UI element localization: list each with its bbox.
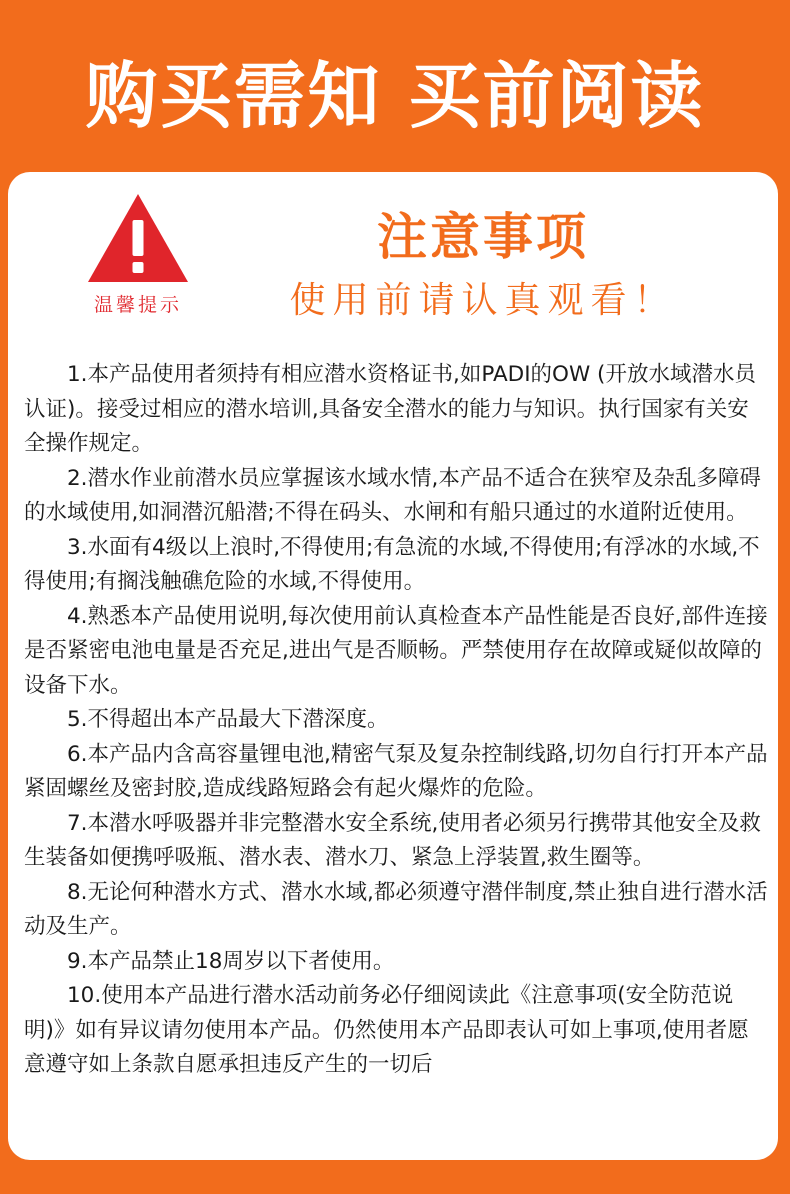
warning-label: 温馨提示 bbox=[93, 294, 182, 316]
notice-item: 3.水面有4级以上浪时,不得使用;有急流的水域,不得使用;有浮冰的水域,不得使用;有搁浅触礁危险的水域,不得使用。 bbox=[24, 534, 760, 594]
notice-item: 2.潜水作业前潜水员应掌握该水域水情,本产品不适合在狭窄及杂乱多障碍的水域使用,如洞潜沉船潜;不得在码头、水闸和有船只通过的水道附近使用。 bbox=[24, 465, 761, 525]
warning-badge bbox=[78, 192, 198, 317]
warning-triangle-icon bbox=[86, 192, 190, 284]
notice-item: 1.本产品使用者须持有相应潜水资格证书,如PADI的OW (开放水域潜水员认证)。接受过相应的潜水培训,具备安全潜水的能力与知识。执行国家有关安全操作规定。 bbox=[24, 362, 756, 456]
notice-title: 注意事项 bbox=[377, 208, 589, 266]
notice-subtitle: 使用前请认真观看！ bbox=[289, 280, 677, 321]
banner-title: 购买需知 买前阅读 bbox=[85, 54, 705, 138]
notice-item: 10.使用本产品进行潜水活动前务必仔细阅读此《注意事项(安全防范说明)》如有异议请勿使用本产品。仍然使用本产品即表认可如上事项,使用者愿意遵守如上条款自愿承担违反产生的一切后 bbox=[24, 983, 749, 1077]
notice-item: 8.无论何种潜水方式、潜水水域,都必须遵守潜伴制度,禁止独自进行潜水活动及生产。 bbox=[24, 879, 768, 939]
notice-card bbox=[8, 172, 778, 1160]
notice-item: 5.不得超出本产品最大下潜深度。 bbox=[67, 707, 389, 732]
notice-list bbox=[24, 358, 770, 1083]
notice-item: 9.本产品禁止18周岁以下者使用。 bbox=[67, 948, 395, 974]
notice-item: 7.本潜水呼吸器并非完整潜水安全系统,使用者必须另行携带其他安全及救生装备如便携呼吸瓶、潜水表、潜水刀、紧急上浮装置,救生圈等。 bbox=[24, 810, 761, 870]
notice-item: 4.熟悉本产品使用说明,每次使用前认真检查本产品性能是否良好,部件连接是否紧密电池电量是否充足,进出气是否顺畅。严禁使用存在故障或疑似故障的设备下水。 bbox=[24, 603, 768, 698]
notice-item: 6.本产品内含高容量锂电池,精密气泵及复杂控制线路,切勿自行打开本产品紧固螺丝及密封胶,造成线路短路会有起火爆炸的危险。 bbox=[24, 741, 768, 801]
